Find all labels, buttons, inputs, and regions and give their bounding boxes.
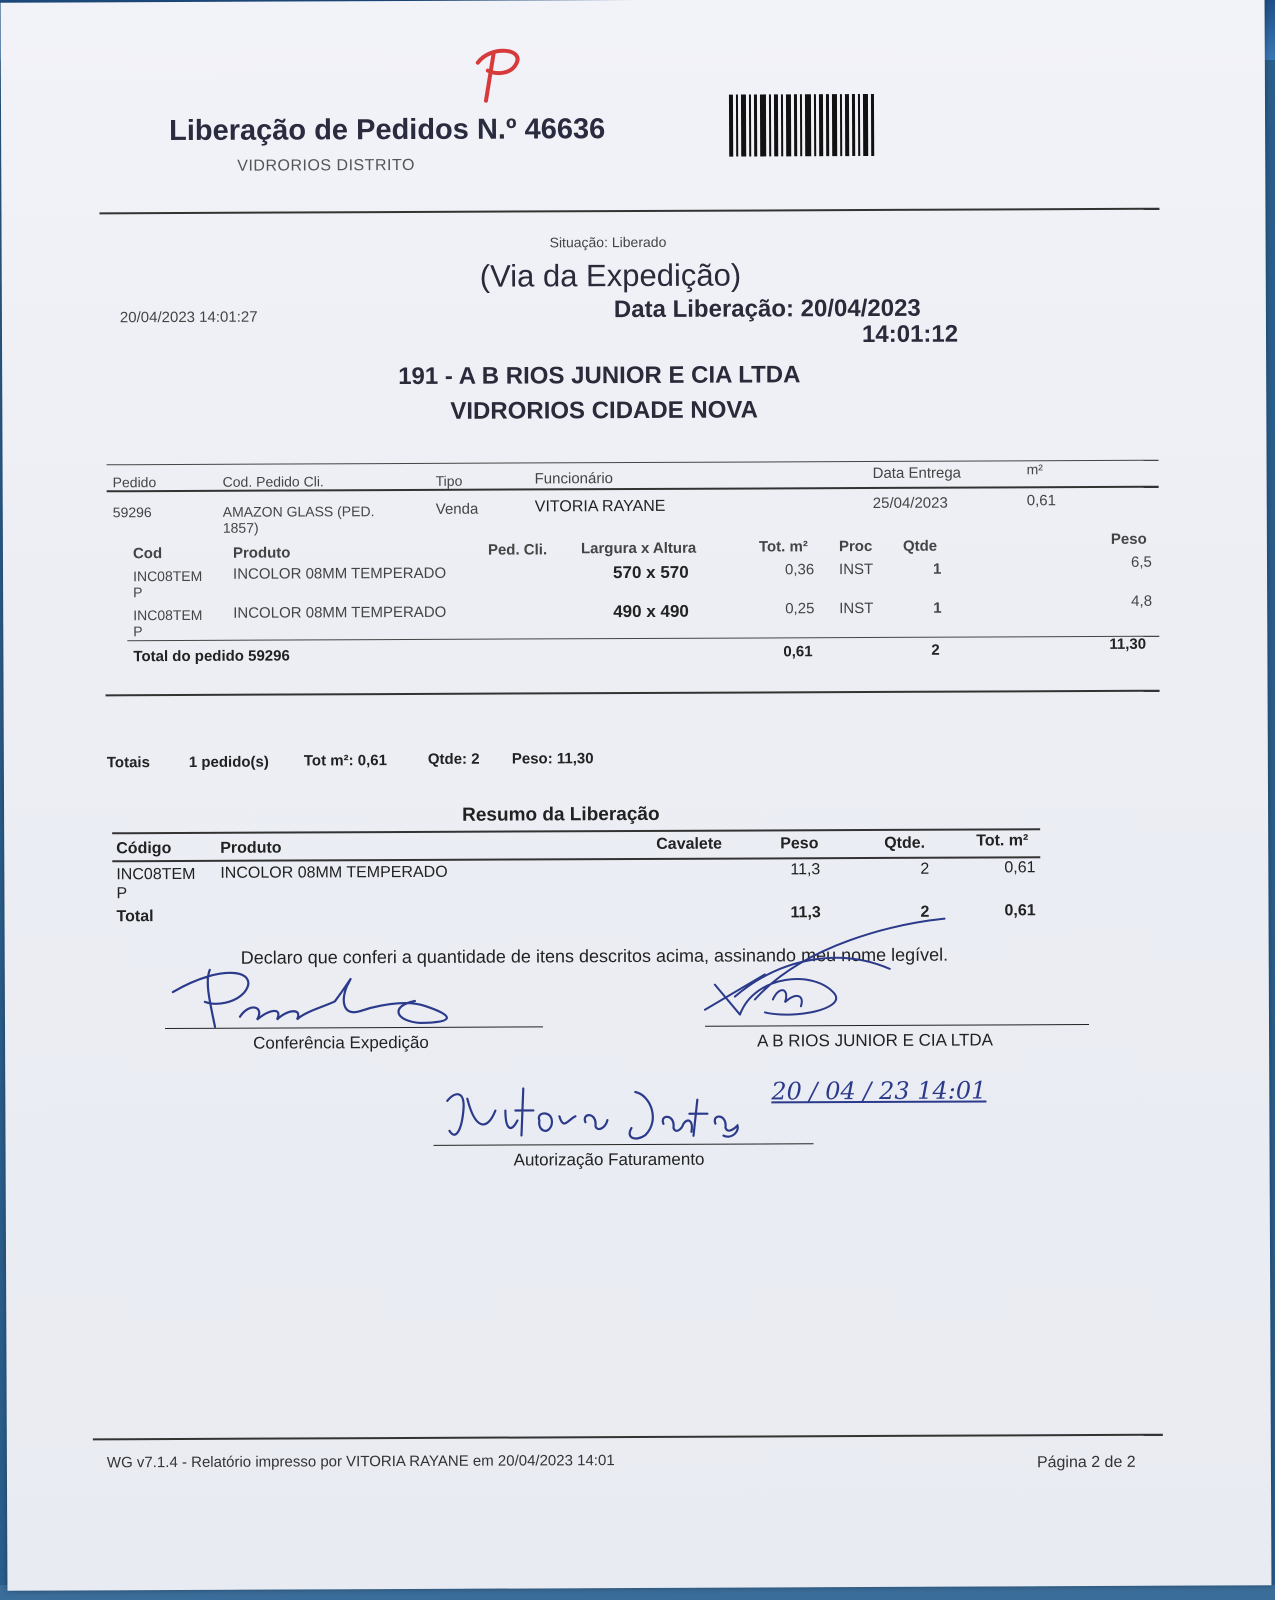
item-header-proc: Proc — [838, 537, 873, 556]
item-code-cont: P — [133, 623, 143, 640]
item-peso: 4,8 — [1131, 592, 1153, 610]
summary-product: INCOLOR 08MM TEMPERADO — [220, 863, 448, 882]
summary-header-cavalete: Cavalete — [656, 835, 723, 853]
header-m2: m² — [1026, 461, 1043, 478]
item-qtde: 1 — [932, 560, 942, 578]
order-total-qtde: 2 — [931, 641, 940, 659]
item-code: INC08TEM — [133, 606, 203, 624]
header-funcionario: Funcionário — [534, 470, 614, 488]
via-title: (Via da Expedição) — [479, 257, 742, 294]
divider — [99, 208, 1159, 215]
document-subtitle: VIDRORIOS DISTRITO — [237, 156, 415, 175]
item-dims: 570 x 570 — [612, 562, 689, 583]
item-product: INCOLOR 08MM TEMPERADO — [233, 564, 447, 583]
order-m2: 0,61 — [1026, 492, 1056, 510]
signature-company — [695, 914, 956, 1035]
item-proc: INST — [838, 560, 874, 579]
item-header-produto: Produto — [232, 544, 291, 562]
summary-title: Resumo da Liberação — [462, 803, 660, 826]
item-proc: INST — [839, 599, 874, 618]
totals-orders: 1 pedido(s) — [188, 753, 269, 771]
header-tipo: Tipo — [435, 472, 463, 489]
item-header-qtde: Qtde — [902, 537, 938, 555]
order-total-m2: 0,61 — [783, 643, 813, 661]
employee-name: VITORIA RAYANE — [534, 497, 666, 516]
summary-tot-m2: 0,61 — [1004, 859, 1036, 877]
header-pedido: Pedido — [112, 474, 157, 491]
header-cod-pedido-cli: Cod. Pedido Cli. — [222, 473, 324, 490]
signature-label-conferencia: Conferência Expedição — [253, 1032, 429, 1053]
footer-page-number: Página 2 de 2 — [1036, 1453, 1136, 1472]
summary-header-produto: Produto — [220, 839, 282, 857]
handwritten-date: 20 / 04 / 23 14:01 — [771, 1076, 987, 1106]
summary-total-peso: 11,3 — [790, 904, 821, 922]
table-divider — [107, 460, 1159, 466]
client-name: 191 - A B RIOS JUNIOR E CIA LTDA — [398, 361, 801, 391]
item-peso: 6,5 — [1130, 553, 1152, 571]
order-total-label: Total do pedido 59296 — [133, 647, 290, 666]
release-date: Data Liberação: 20/04/2023 — [613, 294, 921, 324]
status-text: Situação: Liberado — [549, 233, 667, 251]
totals-peso: Peso: 11,30 — [511, 750, 594, 768]
barcode — [729, 94, 919, 157]
signature-conferencia-expedicao — [165, 961, 495, 1042]
order-total-peso: 11,30 — [1109, 635, 1147, 653]
item-dims: 490 x 490 — [613, 601, 689, 622]
summary-divider — [112, 828, 1040, 834]
item-qtde: 1 — [933, 599, 942, 617]
header-data-entrega: Data Entrega — [872, 464, 962, 482]
summary-peso: 11,3 — [790, 861, 821, 879]
item-tot-m2: 0,25 — [785, 600, 815, 618]
item-header-ped-cli: Ped. Cli. — [487, 541, 548, 559]
summary-header-codigo: Código — [116, 840, 172, 858]
totals-qtde: Qtde: 2 — [427, 750, 480, 768]
release-time: 14:01:12 — [861, 320, 959, 349]
document-title: Liberação de Pedidos N.º 46636 — [169, 113, 606, 148]
client-order-code-cont: 1857) — [222, 519, 259, 536]
document-page — [1, 0, 1272, 1591]
printed-timestamp: 20/04/2023 14:01:27 — [119, 308, 258, 327]
summary-code-cont: P — [116, 885, 128, 903]
item-product: INCOLOR 08MM TEMPERADO — [233, 603, 447, 622]
signature-label-company: A B RIOS JUNIOR E CIA LTDA — [757, 1030, 993, 1051]
client-store: VIDRORIOS CIDADE NOVA — [450, 396, 758, 425]
summary-code: INC08TEM — [116, 865, 196, 884]
handwritten-p-mark — [456, 40, 526, 110]
item-header-dims: Largura x Altura — [580, 539, 697, 558]
order-number: 59296 — [112, 504, 152, 521]
summary-total-qtde: 2 — [920, 903, 930, 921]
item-code: INC08TEM — [133, 567, 203, 585]
order-type: Venda — [435, 500, 479, 518]
item-header-peso: Peso — [1110, 530, 1147, 548]
item-code-cont: P — [133, 584, 143, 601]
table-divider — [106, 690, 1160, 697]
item-tot-m2: 0,36 — [784, 561, 815, 579]
footer-printed-by: WG v7.1.4 - Relatório impresso por VITORIA RAYANE em 20/04/2023 14:01 — [106, 1452, 615, 1472]
declaration-text: Declaro que conferi a quantidade de itens descritos acima, assinando meu nome legível. — [240, 944, 949, 968]
summary-total-label: Total — [116, 908, 154, 926]
delivery-date: 25/04/2023 — [872, 494, 948, 512]
item-header-cod: Cod — [132, 545, 163, 563]
client-order-code: AMAZON GLASS (PED. — [222, 503, 375, 520]
totals-label: Totais — [106, 754, 150, 772]
summary-header-peso: Peso — [780, 835, 819, 853]
summary-header-qtde: Qtde. — [884, 834, 926, 852]
signature-autorizacao-faturamento — [435, 1080, 745, 1151]
summary-total-tot-m2: 0,61 — [1004, 902, 1036, 920]
summary-header-tot-m2: Tot. m² — [976, 832, 1029, 850]
signature-label-faturamento: Autorização Faturamento — [513, 1149, 705, 1170]
table-divider — [127, 636, 1159, 642]
footer-divider — [93, 1434, 1163, 1441]
summary-qtde: 2 — [920, 860, 930, 878]
totals-m2: Tot m²: 0,61 — [303, 752, 387, 770]
item-header-tot-m2: Tot. m² — [758, 538, 808, 556]
